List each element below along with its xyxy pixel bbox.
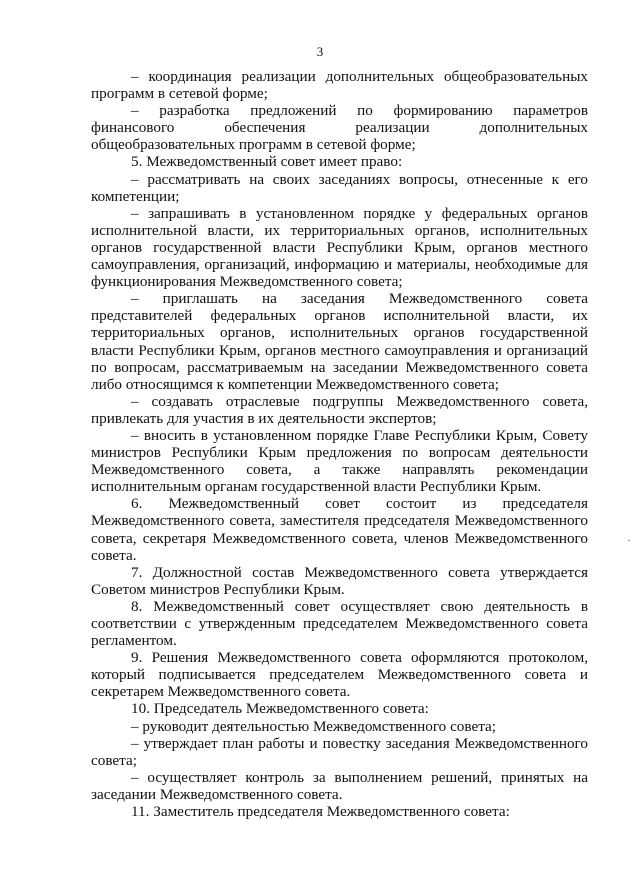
paragraph-right-consider-questions: – рассматривать на своих заседаниях вопросы, отнесенные к его компетенции; [91,170,588,205]
paragraph-right-invite-representatives: – приглашать на заседания Межведомственного совета представителей федеральных органов исполнительной власти, их территориальных органов, исполнительных органов государственной власти Республики Крым, органов местного самоуправления и организаций по вопросам, рассматриваемым на заседании Межведомственного совета либо относящимся к компетенции Межведомственного совета; [91,290,588,393]
paragraph-section-9-decisions: 9. Решения Межведомственного совета оформляются протоколом, который подписывается председателем Межведомственного совета и секретарем Межведомственного совета. [91,649,588,701]
paragraph-section-10-heading: 10. Председатель Межведомственного совета: [131,700,429,718]
document-body [91,68,588,820]
paragraph-coordination: – координация реализации дополнительных общеобразовательных программ в сетевой форме; [91,68,588,103]
paragraph-right-submit-proposals: – вносить в установленном порядке Главе Республики Крым, Совету министров Республики Крым предложения по вопросам деятельности Межведомственного совета, а также направлять рекомендации исполнительным органам государственной власти Республики Крым. [91,426,588,496]
paragraph-section-11-heading: 11. Заместитель председателя Межведомственного совета: [131,803,510,821]
paragraph-section-7-approval: 7. Должностной состав Межведомственного совета утверждается Советом министров Республики Крым. [91,563,588,598]
paragraph-chairman-approves-plan: – утверждает план работы и повестку заседания Межведомственного совета; [91,734,588,769]
page-number: 3 [316,44,324,59]
paragraph-right-create-subgroups: – создавать отраслевые подгруппы Межведомственного совета, привлекать для участия в их деятельности экспертов; [91,392,588,427]
paragraph-financing-proposals: – разработка предложений по формированию параметров финансового обеспечения реализации дополнительных общеобразовательных программ в сетевой форме; [91,102,588,154]
scan-speck-mark [628,540,630,541]
paragraph-chairman-controls: – осуществляет контроль за выполнением решений, принятых на заседании Межведомственного совета. [91,768,588,803]
paragraph-section-6-composition: 6. Межведомственный совет состоит из председателя Межведомственного совета, заместителя председателя Межведомственного совета, секретаря Межведомственного совета, членов Межведомственного совета. [91,495,588,564]
paragraph-section-5-heading: 5. Межведомственный совет имеет право: [131,153,403,171]
paragraph-section-8-regulations: 8. Межведомственный совет осуществляет свою деятельность в соответствии с утвержденным председателем Межведомственного совета регламентом. [91,597,588,650]
paragraph-right-request-information: – запрашивать в установленном порядке у федеральных органов исполнительной власти, их территориальных органов, исполнительных органов государственной власти Республики Крым, органов местного самоуправления, организаций, информацию и материалы, необходимые для функционирования Межведомственного совета; [91,204,588,291]
paragraph-chairman-leads: – руководит деятельностью Межведомственного совета; [131,717,497,735]
